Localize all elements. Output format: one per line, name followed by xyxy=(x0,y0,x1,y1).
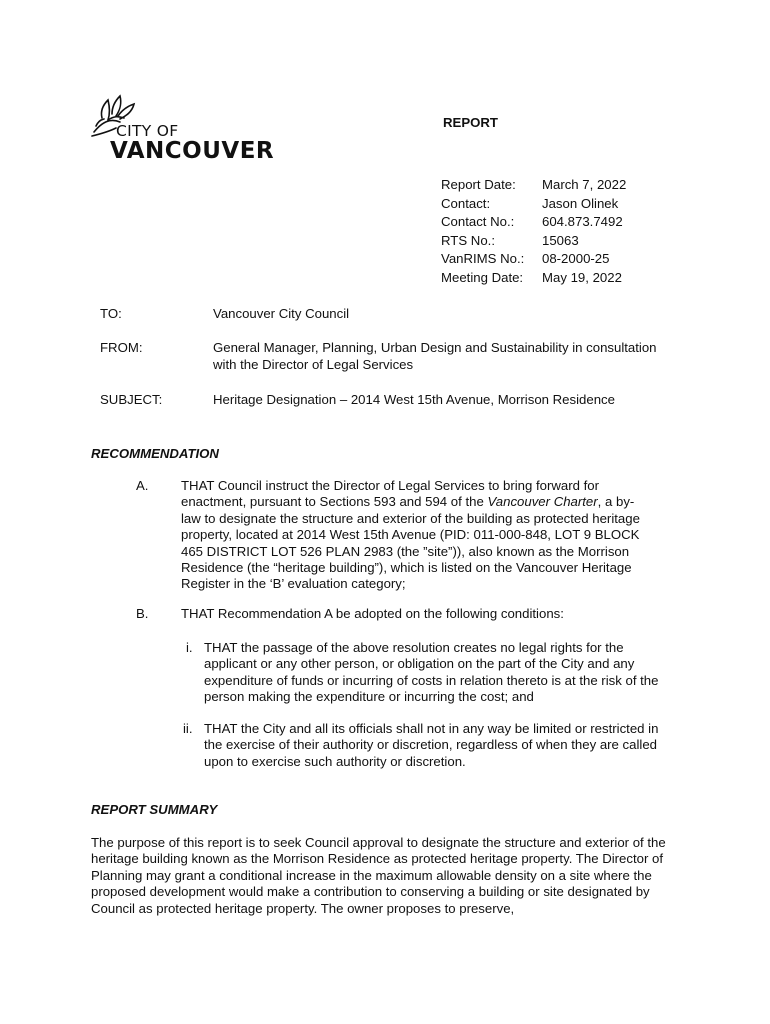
rec-a-text-1: THAT Council instruct the Director of Legal Services to bring forward for enactment, pursuant to Sections 593 and 594 of the xyxy=(181,478,600,510)
from-label: FROM: xyxy=(100,340,143,355)
meta-label: RTS No.: xyxy=(441,232,495,248)
to-value: Vancouver City Council xyxy=(213,306,350,321)
meta-row xyxy=(441,195,626,214)
meta-label: Meeting Date: xyxy=(441,269,524,285)
meta-row xyxy=(441,213,626,232)
subject-value: Heritage Designation – 2014 West 15th Avenue, Morrison Residence xyxy=(213,392,615,407)
condition-i-text: THAT the passage of the above resolution creates no legal rights for the applicant or any other person, or obligation on the part of the City and any expenditure of funds or incurring of costs in relation thereto is at the risk of the person making the expenditure or incurring the cost; and xyxy=(204,640,659,705)
rec-a-text-2: , a by-law to designate the structure and exterior of the building as protected heritage property, located at 2014 West 15th Avenue (PID: 011-000-848, LOT 9 BLOCK 465 DISTRICT LOT 526 PLAN 2983 (the ”site”)), also known as the Morrison Residence (the “heritage building”), which is listed on the Vancouver Heritage Register in the ‘B’ evaluation category; xyxy=(181,494,640,592)
meta-value: Jason Olinek xyxy=(542,195,619,211)
meta-value: 08-2000-25 xyxy=(542,251,610,266)
meta-label: Contact: xyxy=(441,195,491,211)
report-summary-text: The purpose of this report is to seek Council approval to designate the structure and exterior of the heritage building known as the Morrison Residence as protected heritage property. The Director of Planning may grant a conditional increase in the maximum allowable density on a site where the proposed development would make a contribution to conserving a building or site designated by Council as protected heritage property. The owner proposes to preserve, xyxy=(91,835,666,916)
logo-vancouver: VANCOUVER xyxy=(110,138,275,164)
meta-value: 15063 xyxy=(542,232,579,248)
meta-label: Contact No.: xyxy=(441,214,515,229)
rec-a-italic: Vancouver Charter xyxy=(487,494,598,510)
rec-a-letter: A. xyxy=(136,478,149,493)
condition-ii-num: ii. xyxy=(183,721,193,736)
recommendation-heading: RECOMMENDATION xyxy=(91,446,219,461)
city-of-vancouver-logo xyxy=(88,92,275,164)
to-label: TO: xyxy=(100,306,122,321)
rec-b-text: THAT Recommendation A be adopted on the following conditions: xyxy=(181,606,564,621)
rec-b-letter: B. xyxy=(136,606,149,621)
meta-label: VanRIMS No.: xyxy=(441,251,525,266)
meta-label: Report Date: xyxy=(441,177,516,192)
meta-row xyxy=(441,232,626,251)
meta-row xyxy=(441,176,626,195)
meta-row xyxy=(441,250,626,269)
meta-value: May 19, 2022 xyxy=(542,269,622,285)
meta-value: 604.873.7492 xyxy=(542,214,623,229)
logo-city-of: CITY OF xyxy=(116,122,179,140)
condition-ii-text: THAT the City and all its officials shall not in any way be limited or restricted in the exercise of their authority or discretion, regardless of when they are called upon to exercise such authority or discretion. xyxy=(204,721,659,769)
meta-value: March 7, 2022 xyxy=(542,177,627,192)
condition-i-num: i. xyxy=(186,640,193,655)
report-title: REPORT xyxy=(443,115,498,130)
meta-row xyxy=(441,269,626,288)
report-summary-heading: REPORT SUMMARY xyxy=(91,802,218,817)
from-value: General Manager, Planning, Urban Design and Sustainability in consultation with the Director of Legal Services xyxy=(213,340,657,372)
rec-a-text xyxy=(181,478,641,593)
subject-label: SUBJECT: xyxy=(100,392,163,407)
report-meta xyxy=(441,176,626,287)
